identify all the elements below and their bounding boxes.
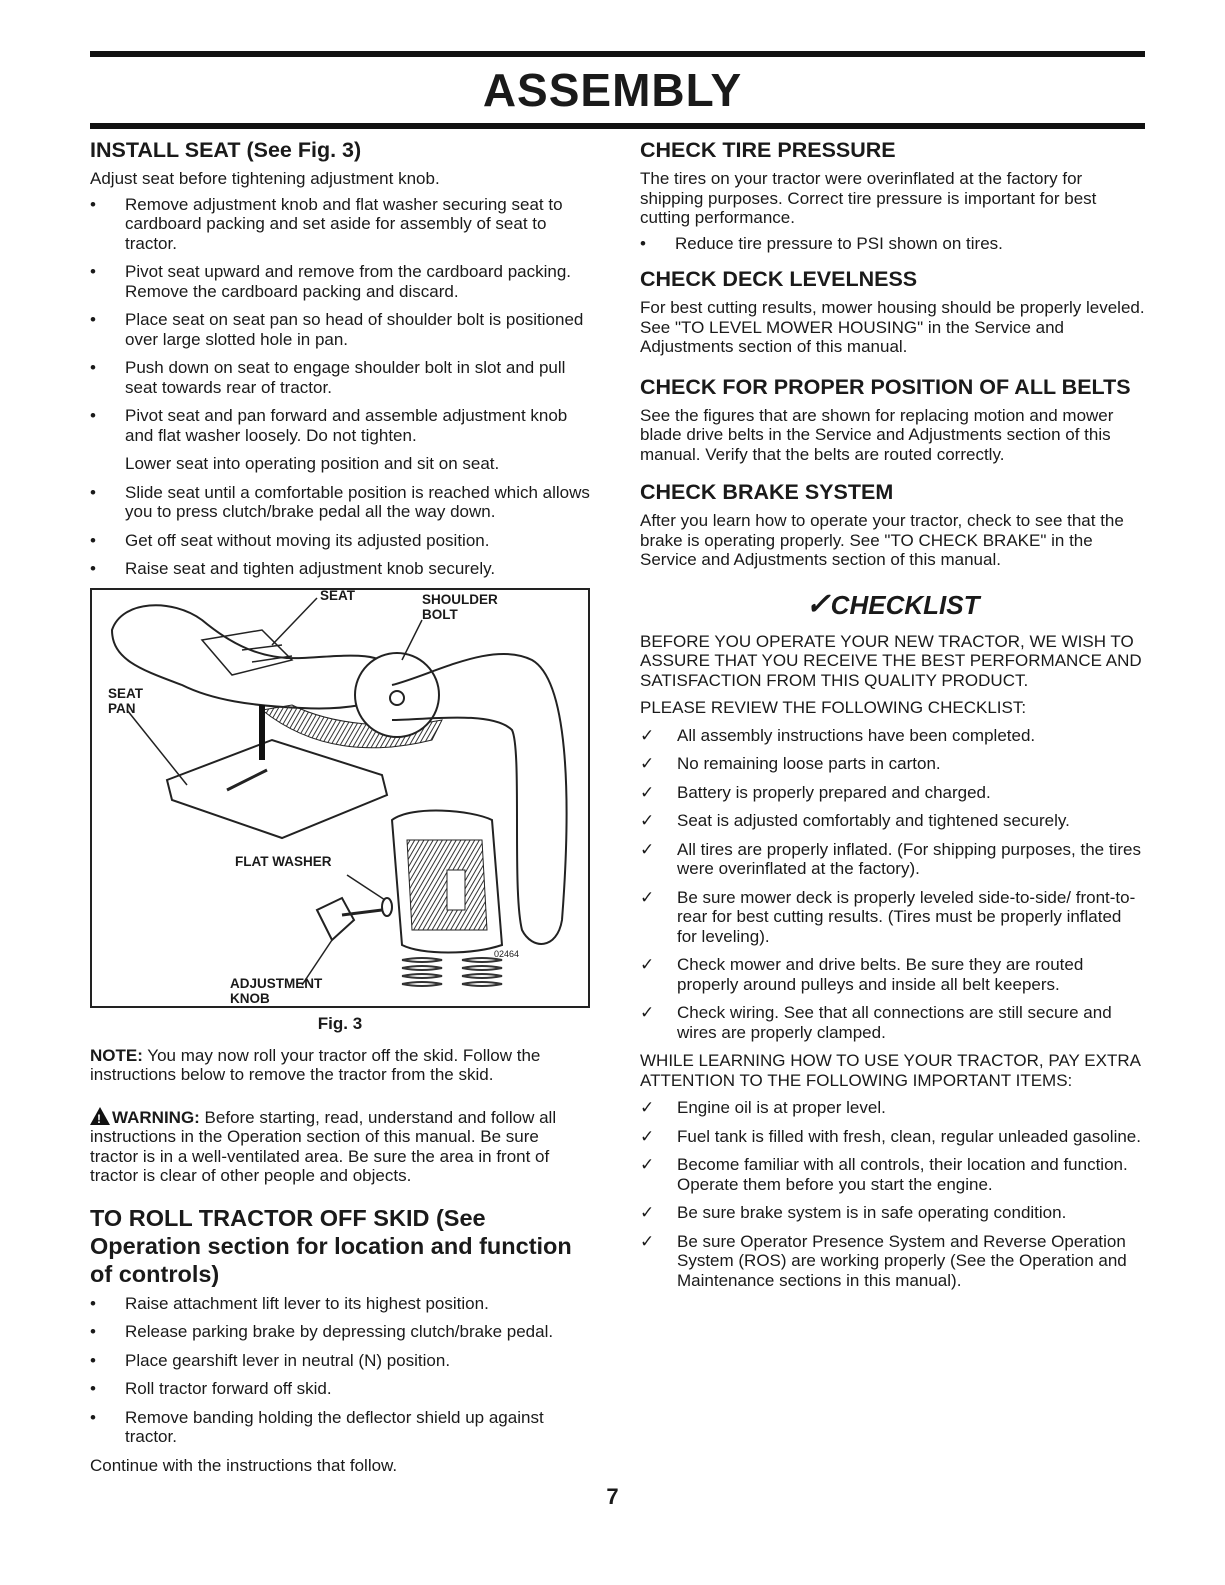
checkmark-icon: ✓ [640,839,655,859]
deck-heading: CHECK DECK LEVELNESS [640,267,918,291]
checkmark-icon: ✓ [640,782,655,802]
brake-text: After you learn how to operate your tractor, check to see that the brake is operating properly. See "TO CHECK BRAKE" in the Service and Adjustments section of this manual. [640,511,1124,569]
list-item: ✓ All tires are properly inflated. (For shipping purposes, the tires were overinflated at the factory). [640,839,1141,878]
list-item: • Remove banding holding the deflector shield up against tractor. [90,1407,544,1446]
checkmark-icon: ✓ [640,1003,655,1022]
tire-text: The tires on your tractor were overinflated at the factory for shipping purposes. Correct tire pressure is important for best cutting performance. [640,169,1097,227]
checklist-intro: BEFORE YOU OPERATE YOUR NEW TRACTOR, WE WISH TO ASSURE THAT YOU RECEIVE THE BEST PERFORMANCE AND SATISFACTION FROM THIS QUALITY PRODUCT. [640,631,1142,690]
warning-text: Before starting, read, understand and follow all instructions in the Operation section of this manual. Be sure tractor is in a well-ventilated area. Be sure the area in front of tractor is clear of other people and objects. [90,1107,557,1185]
list-item: ✓ Seat is adjusted comfortably and tightened securely. [640,811,1070,830]
list-item: ✓ Be sure brake system is in safe operating condition. [640,1203,1067,1222]
list-item: • Roll tractor forward off skid. [90,1379,332,1398]
list-item: • Push down on seat to engage shoulder bolt in slot and pull seat towards rear of tractor. [90,358,566,397]
warning-paragraph [90,1107,590,1186]
while-learning-text: WHILE LEARNING HOW TO USE YOUR TRACTOR, PAY EXTRA ATTENTION TO THE FOLLOWING IMPORTANT ITEMS: [640,1051,1141,1090]
list-item: • Reduce tire pressure to PSI shown on tires. [640,233,1003,253]
list-item: ✓ Become familiar with all controls, their location and function. Operate them before you start the engine. [640,1155,1128,1194]
note-label: NOTE: [90,1045,143,1065]
page-title: ASSEMBLY [482,64,743,116]
list-item: • Pivot seat upward and remove from the cardboard packing. Remove the cardboard packing and discard. [90,262,572,301]
roll-off-heading: TO ROLL TRACTOR OFF SKID (See Operation section for location and function of controls) [90,1204,572,1287]
checkmark-icon: ✓ [640,811,655,830]
seat-pan-label-1: SEAT [108,685,144,701]
note-text: You may now roll your tractor off the skid. Follow the instructions below to remove the tractor from the skid. [90,1045,541,1084]
seat-illustration [92,587,588,1006]
list-item: • Remove adjustment knob and flat washer securing seat to cardboard packing and set aside for assembly of seat to tractor. [90,194,563,253]
list-item: • Slide seat until a comfortable position is reached which allows you to press clutch/brake pedal all the way down. [90,482,590,521]
checkmark-icon: ✓ [640,754,655,773]
checklist-items [640,726,1145,1043]
flat-washer-label: FLAT WASHER [235,853,332,869]
list-item: • Place gearshift lever in neutral (N) position. [90,1350,451,1370]
list-item: ✓ Be sure mower deck is properly leveled side-to-side/ front-to-rear for best cutting results. (Tires must be properly inflated for leveling). [640,887,1136,946]
top-rule [90,51,1145,57]
list-item: ✓ Check mower and drive belts. Be sure they are routed properly around pulleys and inside all belt keepers. [640,955,1084,994]
page-number: 7 [606,1484,619,1509]
checkmark-icon: ✓ [640,1126,655,1146]
list-item: • Raise attachment lift lever to its highest position. [90,1293,489,1313]
list-item: ✓ Battery is properly prepared and charged. [640,782,991,802]
install-seat-heading: INSTALL SEAT (See Fig. 3) [90,138,362,162]
list-item: • Pivot seat and pan forward and assemble adjustment knob and flat washer loosely. Do not tighten. [90,406,568,445]
checklist-title: CHECKLIST [830,589,980,620]
lower-seat-note: Lower seat into operating position and sit on seat. [125,454,500,473]
brake-heading: CHECK BRAKE SYSTEM [640,480,894,504]
roll-off-steps [90,1294,590,1447]
list-item: ✓ Check wiring. See that all connections are still secure and wires are properly clamped. [640,1003,1112,1042]
checkmark-icon: ✓ [640,955,655,974]
warning-label: WARNING: [112,1107,200,1127]
install-seat-steps-2 [90,483,590,579]
left-column [90,138,590,1481]
list-item: • Get off seat without moving its adjusted position. [90,530,490,550]
list-item: • Place seat on seat pan so head of shoulder bolt is positioned over large slotted hole in pan. [90,310,584,349]
deck-text: For best cutting results, mower housing should be properly leveled. See "TO LEVEL MOWER HOUSING" in the Service and Adjustments section of this manual. [640,298,1145,356]
belts-heading: CHECK FOR PROPER POSITION OF ALL BELTS [640,374,1131,399]
important-items [640,1098,1145,1290]
checklist-review: PLEASE REVIEW THE FOLLOWING CHECKLIST: [640,698,1027,717]
checkmark-icon: ✓ [805,587,831,621]
list-item: ✓ Be sure Operator Presence System and Reverse Operation System (ROS) are working properly (See the Operation and Maintenance sections in this manual). [640,1231,1127,1290]
list-item: ✓ Engine oil is at proper level. [640,1098,886,1117]
install-seat-intro: Adjust seat before tightening adjustment knob. [90,169,440,188]
tire-heading: CHECK TIRE PRESSURE [640,138,896,162]
figure-caption: Fig. 3 [317,1013,363,1033]
seat-label: SEAT [320,587,356,603]
adjustment-knob-label-1: ADJUSTMENT [230,975,323,991]
seat-pan-label-2: PAN [108,700,136,716]
adjustment-knob-label-2: KNOB [230,990,270,1006]
checkmark-icon: ✓ [640,725,655,745]
part-number-label: 02464 [494,948,520,959]
right-column [640,138,1145,1299]
checkmark-icon: ✓ [640,1155,655,1174]
list-item: • Raise seat and tighten adjustment knob securely. [90,559,496,578]
install-seat-steps [90,195,590,446]
belts-text: See the figures that are shown for replacing motion and mower blade drive belts in the Service and Adjustments section of this manual. Verify that the belts are routed correctly. [640,405,1114,464]
checkmark-icon: ✓ [640,1098,655,1117]
checkmark-icon: ✓ [640,1203,655,1222]
checkmark-icon: ✓ [640,887,655,907]
seat-assembly-figure [90,588,590,1008]
tire-steps [640,234,1145,254]
checklist-heading [640,588,1145,622]
continue-text: Continue with the instructions that follow. [90,1455,398,1475]
warning-icon: ! [90,1107,110,1125]
list-item: ✓ All assembly instructions have been completed. [640,725,1036,745]
shoulder-bolt-label-1: SHOULDER [422,591,498,607]
list-item: ✓ Fuel tank is filled with fresh, clean, regular unleaded gasoline. [640,1126,1141,1146]
checkmark-icon: ✓ [640,1231,655,1251]
list-item: ✓ No remaining loose parts in carton. [640,754,941,773]
shoulder-bolt-label-2: BOLT [422,606,458,622]
title-underline [90,123,1145,129]
note-paragraph [90,1046,590,1085]
list-item: • Release parking brake by depressing clutch/brake pedal. [90,1322,554,1341]
